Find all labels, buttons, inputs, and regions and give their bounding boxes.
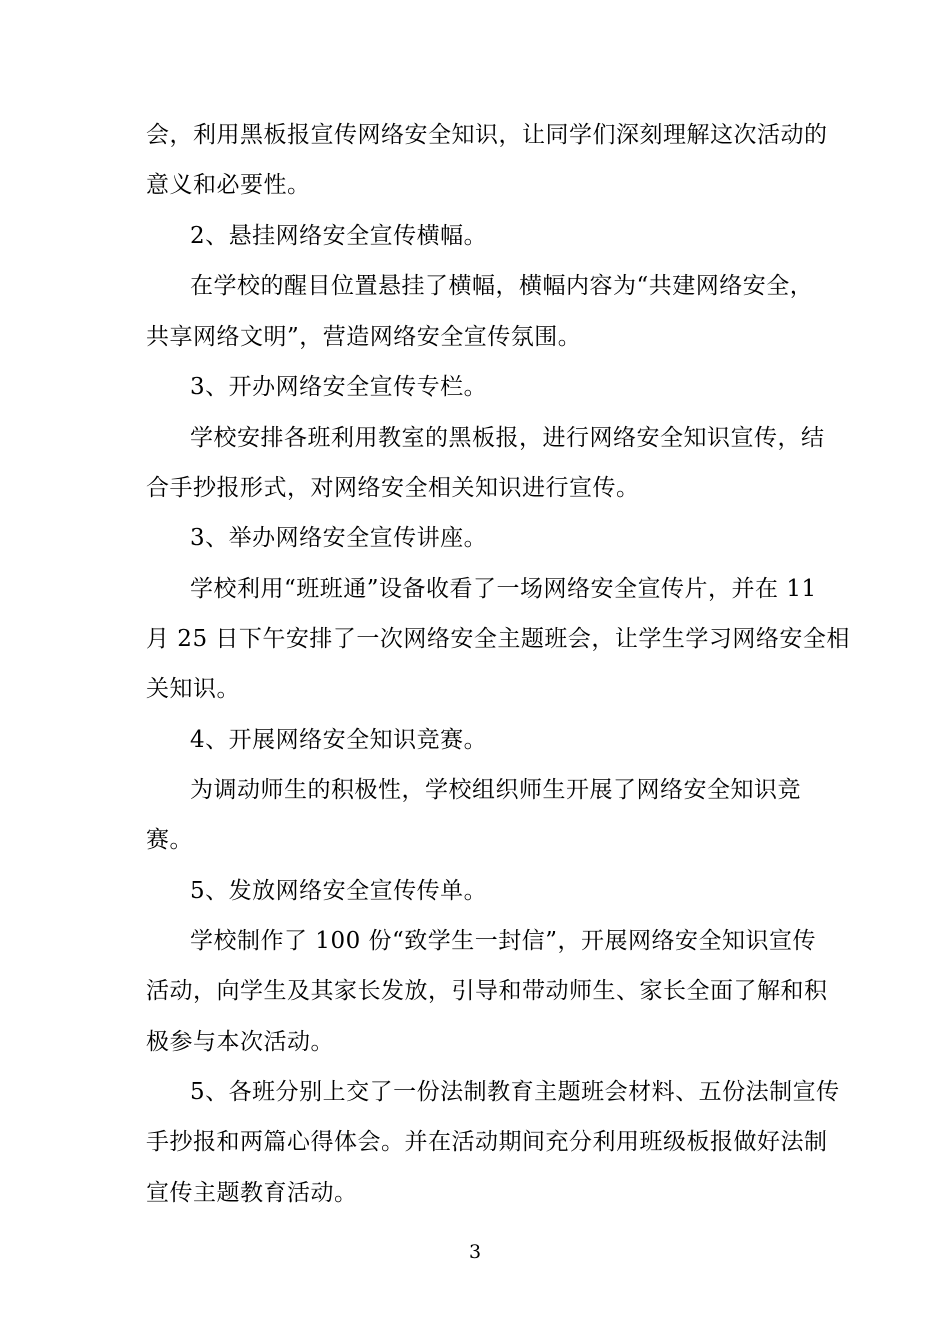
text-line: 5、各班分别上交了一份法制教育主题班会材料、五份法制宣传 [190, 1079, 840, 1105]
section-heading: 3、举办网络安全宣传讲座。 [190, 525, 488, 551]
text-line: 在学校的醒目位置悬挂了横幅，横幅内容为“共建网络安全， [190, 273, 814, 299]
text-line: 赛。 [146, 827, 193, 853]
text-line: 会，利用黑板报宣传网络安全知识，让同学们深刻理解这次活动的 [146, 122, 828, 148]
text-line: 共享网络文明”，营造网络安全宣传氛围。 [146, 324, 582, 350]
text-line: 学校利用“班班通”设备收看了一场网络安全宣传片，并在 11 [190, 576, 817, 602]
text-line: 为调动师生的积极性，学校组织师生开展了网络安全知识竞 [190, 777, 801, 803]
text-line: 手抄报和两篇心得体会。并在活动期间充分利用班级板报做好法制 [146, 1129, 828, 1155]
text-line: 月 25 日下午安排了一次网络安全主题班会，让学生学习网络安全相 [146, 626, 850, 652]
text-line: 活动，向学生及其家长发放，引导和带动师生、家长全面了解和积 [146, 978, 828, 1004]
text-line: 学校安排各班利用教室的黑板报，进行网络安全知识宣传，结 [190, 425, 825, 451]
section-heading: 5、发放网络安全宣传传单。 [190, 878, 488, 904]
section-heading: 4、开展网络安全知识竞赛。 [190, 727, 488, 753]
text-line: 意义和必要性。 [146, 172, 311, 198]
section-heading: 2、悬挂网络安全宣传横幅。 [190, 223, 488, 249]
text-line: 关知识。 [146, 676, 240, 702]
text-line: 学校制作了 100 份“致学生一封信”，开展网络安全知识宣传 [190, 928, 817, 954]
text-line: 合手抄报形式，对网络安全相关知识进行宣传。 [146, 475, 640, 501]
text-line: 极参与本次活动。 [146, 1029, 334, 1055]
section-heading: 3、开办网络安全宣传专栏。 [190, 374, 488, 400]
page-number: 3 [468, 1241, 482, 1263]
text-line: 宣传主题教育活动。 [146, 1180, 358, 1206]
